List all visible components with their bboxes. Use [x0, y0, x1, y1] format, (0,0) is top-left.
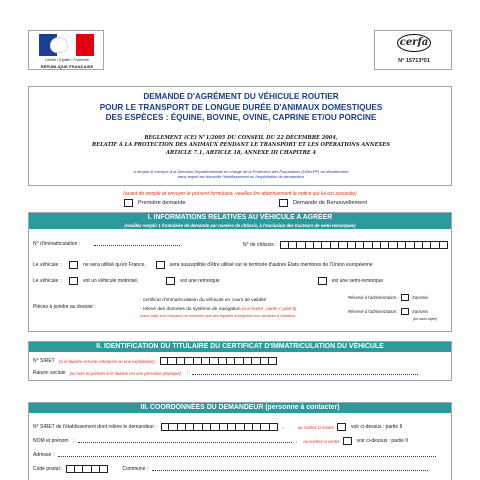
immatriculation-row: N° d'immatriculation : — [33, 241, 180, 247]
form-title-block — [28, 86, 452, 186]
section-title: I. INFORMATIONS RELATIVES AU VÉHICULE A AGRÉER — [29, 213, 451, 223]
applicant-siret-row: N° SIRET de l'établissement dont relève le demandeur : , ou cochez ci-contre voir ci-dessus : partie II — [33, 424, 403, 430]
regulation-reference: RÈGLEMENT (CE) N°1/2005 DU CONSEIL DU 22 DÉCEMBRE 2004, RELATIF À LA PROTECTION DES ANIMAUX PENDANT LE TRANSPORT ET LES OPÉRATIONS ANNEXES ARTICLE 7.1, ARTICLE 18, ANNEXE III CHAPITRE 4 — [91, 135, 390, 156]
section-applicant-contact — [28, 402, 452, 480]
eu-usage-checkbox[interactable] — [156, 261, 165, 269]
admin-transmitted-checkbox-1[interactable] — [401, 294, 409, 301]
semi-trailer-checkbox[interactable] — [318, 277, 327, 285]
applicant-siret-input[interactable] — [161, 423, 278, 431]
holder-siret-input[interactable] — [160, 357, 277, 365]
chassis-number-input[interactable] — [280, 241, 448, 249]
submission-note: à remplir et envoyer à la Direction Départementale en charge de la Protection des Populations (DDecPP) du département dans lequel est domicilié l'établissement ou l'exploitation du demandeur — [133, 169, 349, 180]
form-title: DEMANDE D'AGRÉMENT DU VÉHICULE ROUTIER POUR LE TRANSPORT DE LONGUE DURÉE D'ANIMAUX DOMESTIQUES DES ESPÈCES : ÉQUINE, BOVINE, OVINE, CAPRINE ET/OU PORCINE — [99, 92, 383, 122]
holder-name-input[interactable] — [192, 371, 418, 375]
renewal-request-checkbox[interactable] — [279, 199, 288, 207]
attachments-list: - certificat d'immatriculation du véhicule en cours de validité - relevé des données du système de navigation (voir Notice : partie C point b) (sans objet si le transport ne concerne que des équidés enregistrés non destinés à l'abattoir) — [140, 298, 297, 318]
applicant-siret-see-above-checkbox[interactable] — [337, 423, 346, 431]
applicant-name-see-above-checkbox[interactable] — [343, 437, 352, 445]
postal-code-input[interactable] — [66, 465, 108, 473]
renewal-request-option[interactable]: Demande de Renouvellement — [279, 199, 367, 207]
address-input[interactable] — [58, 453, 436, 457]
admin-not-applicable-note: (ou sans objet) — [413, 317, 437, 321]
immatriculation-input[interactable] — [94, 242, 180, 246]
vehicle-type-row: Le véhicule : est un véhicule motorisé, est une remorque est une semi-remorque — [33, 278, 384, 284]
applicant-name-row: NOM et prénom : , ou cochez ci-contre voir ci-dessus : partie II — [33, 438, 409, 444]
vehicle-usage-row: Le véhicule : ne sera utilisé qu'en France, sera susceptible d'être utilisé sur le territoire d'autres États membres de l'Union européenne — [33, 262, 373, 268]
address-row: Adresse : — [33, 452, 436, 458]
republique-francaise-logo — [28, 30, 104, 70]
notice-warning: (avant de remplir et envoyer le présent formulaire, veuillez lire attentivement la notice qui lui est associée) — [123, 191, 357, 197]
trailer-checkbox[interactable] — [166, 277, 175, 285]
holder-name-row: Raison sociale (ou nom et prénom si le titulaire est une personne physique) : — [33, 370, 418, 376]
marianne-flag-icon — [39, 34, 94, 56]
admin-reserved-2: Réservé à l'administration : transmis — [348, 309, 429, 314]
commune-input[interactable] — [152, 467, 428, 471]
attachments-label: Pièces à joindre au dossier : — [33, 304, 96, 310]
section-registration-holder — [28, 341, 452, 381]
applicant-name-input[interactable] — [78, 439, 292, 443]
section-title: II. IDENTIFICATION DU TITULAIRE DU CERTIFICAT D'IMMATRICULATION DU VÉHICULE — [29, 342, 451, 352]
section-subtitle: (veuillez remplir 1 formulaire de demande par numéro de châssis, à l'exclusion des tracteurs de semi-remorques) — [29, 223, 451, 229]
chassis-row: N° de châssis : — [243, 241, 448, 249]
holder-siret-row: N° SIRET (si le titulaire est une entreprise ou une exploitation) : — [33, 357, 277, 365]
first-request-option[interactable]: Première demande — [124, 199, 186, 207]
motor-vehicle-checkbox[interactable] — [69, 277, 78, 285]
section-title: III. COORDONNÉES DU DEMANDEUR (personne à contacter) — [29, 403, 451, 413]
france-only-checkbox[interactable] — [69, 261, 78, 269]
admin-reserved-1: Réservé à l'administration : transmis — [348, 295, 429, 300]
admin-transmitted-checkbox-2[interactable] — [401, 308, 409, 315]
postal-commune-row: Code postal : Commune : — [33, 465, 428, 473]
republic-name: RÉPUBLIQUE FRANÇAISE — [40, 64, 94, 69]
cerfa-logo: cerfa — [397, 34, 431, 52]
section-vehicle-info — [28, 212, 452, 332]
motto: Liberté • Égalité • Fraternité — [45, 58, 89, 62]
first-request-checkbox[interactable] — [124, 199, 133, 207]
cerfa-number: N° 15713*01 — [398, 58, 430, 64]
cerfa-logo-box — [374, 30, 452, 70]
